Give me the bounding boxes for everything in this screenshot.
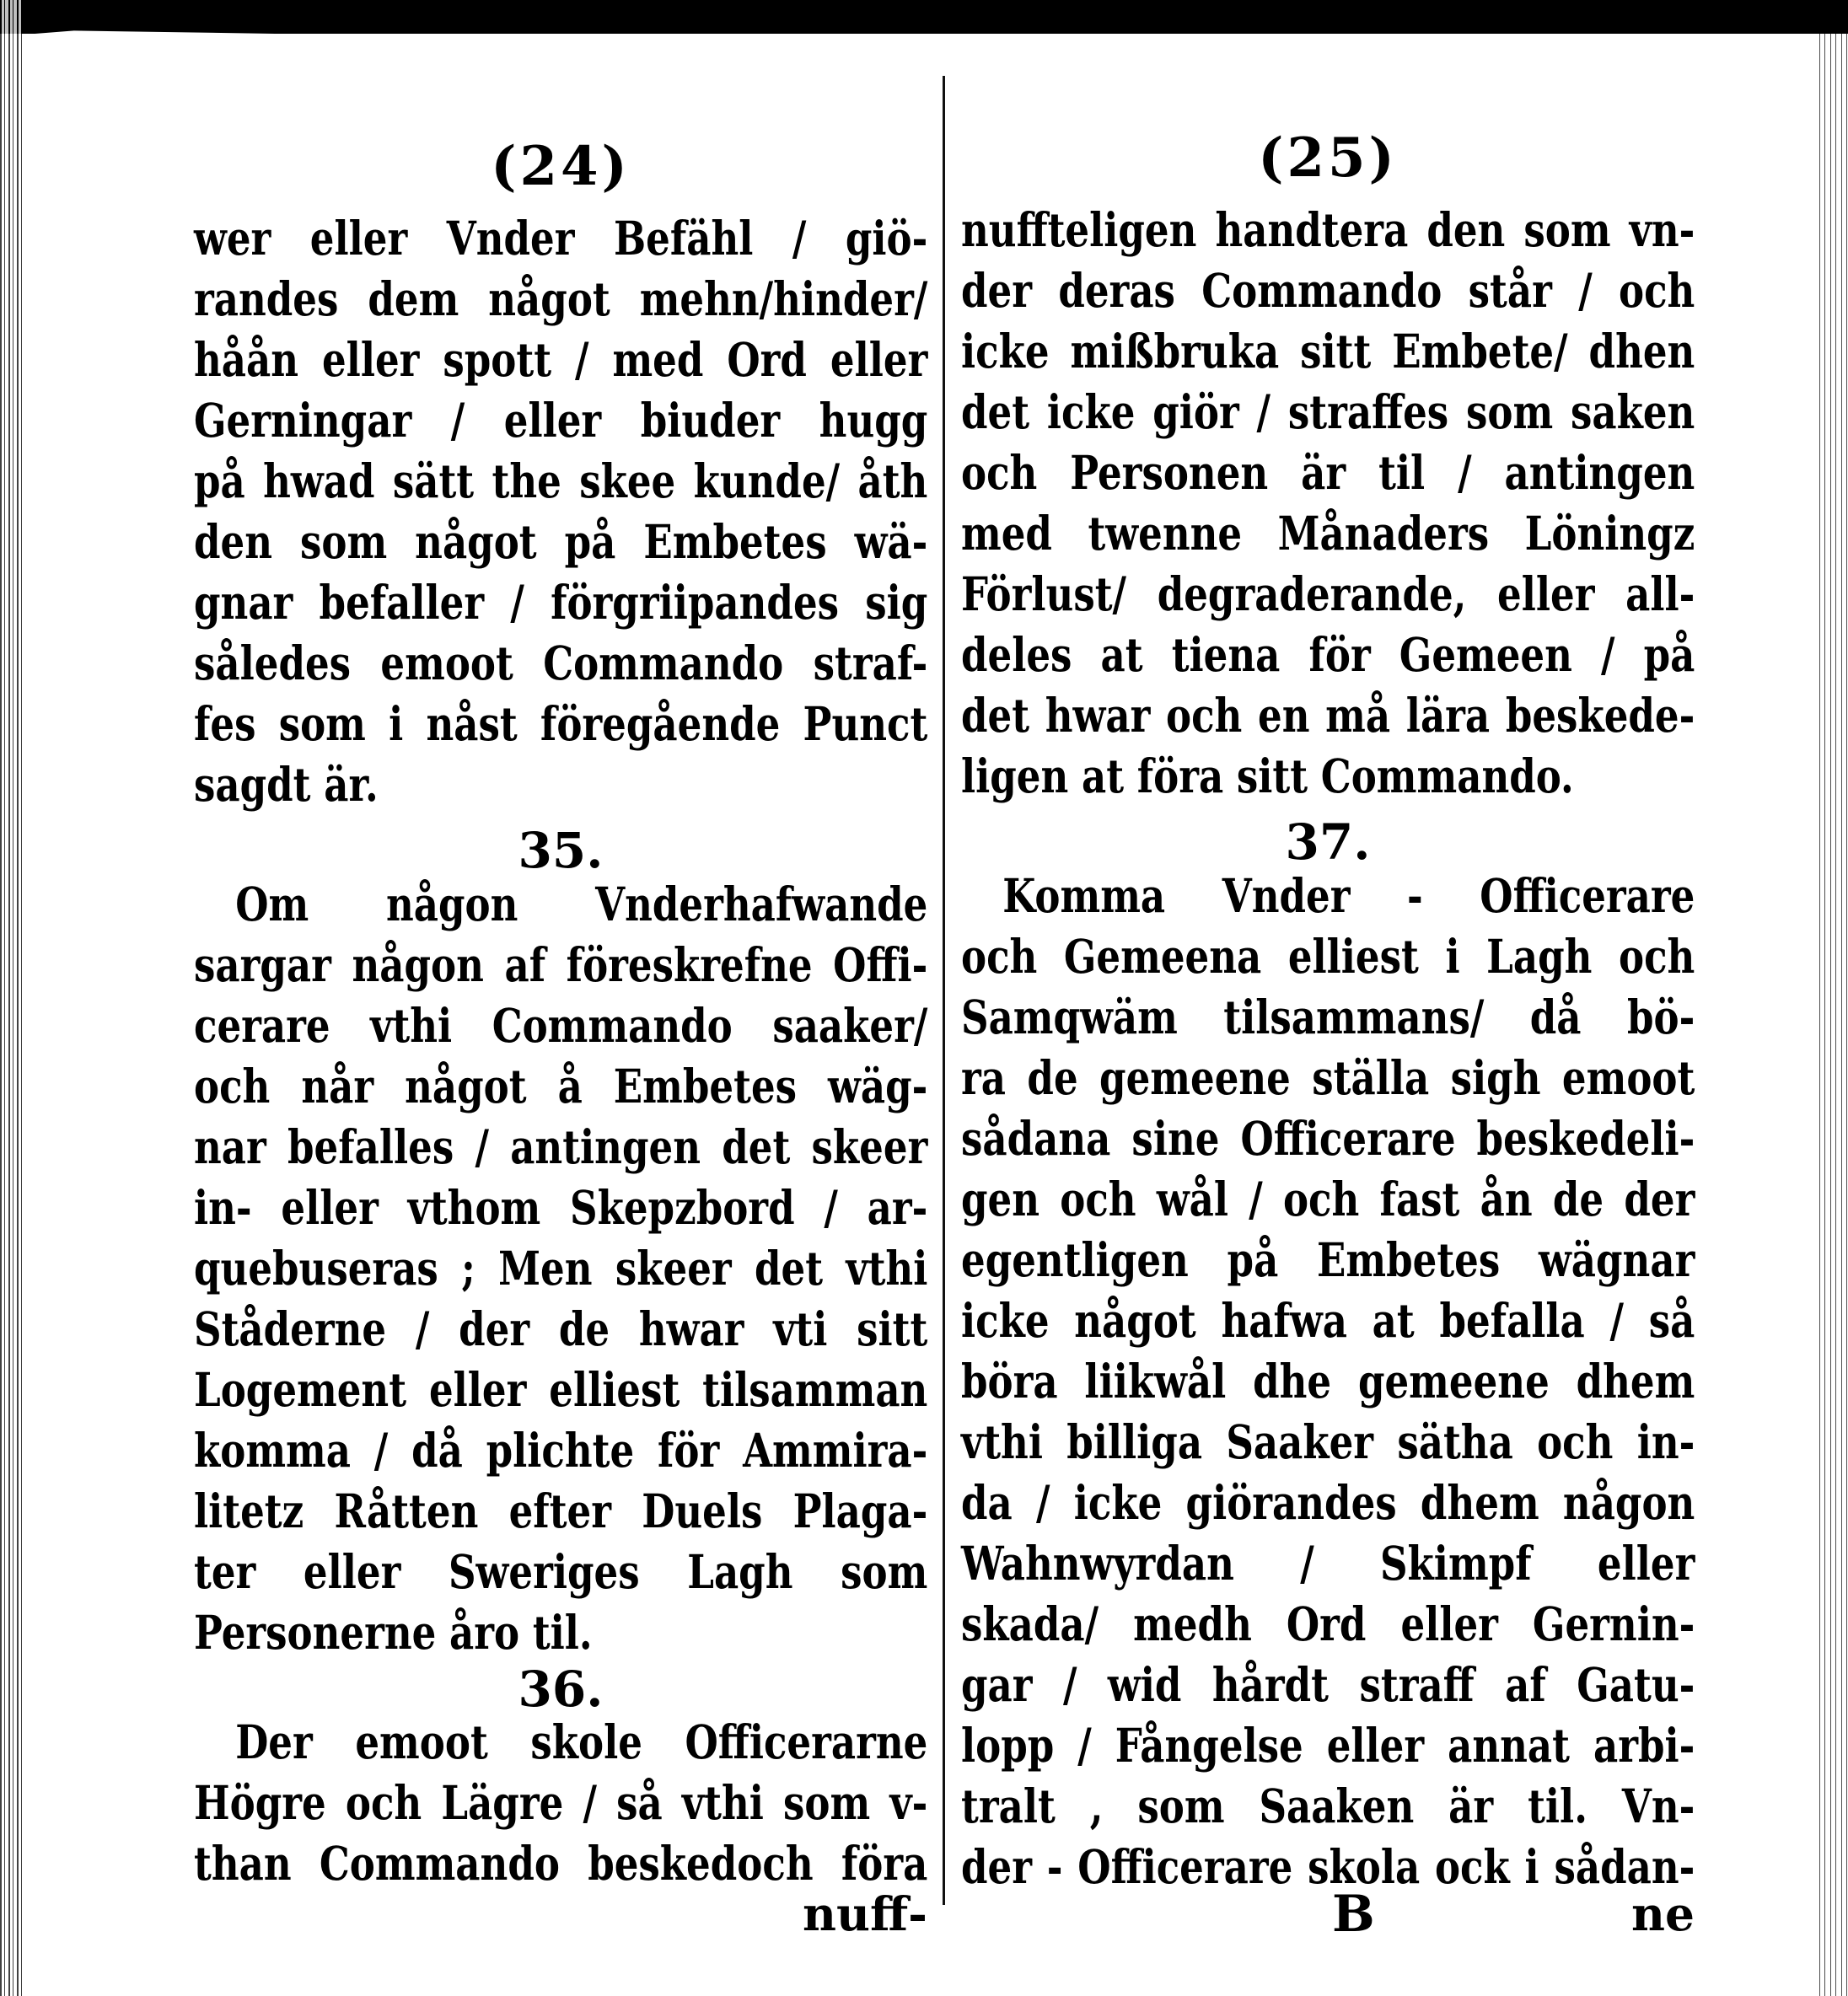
section-number: 37. [1285,813,1371,871]
text-line: Wahnwyrdan / Skimpf eller [961,1536,1695,1591]
text-line: det hwar och en må lära beskede- [961,688,1695,743]
text-line: sagdt är. [194,757,379,812]
text-line: böra liikwål dhe gemeene dhem [961,1354,1695,1408]
book-edge-right [1814,34,1848,1996]
text-line: quebuseras ; Men skeer det vthi [194,1241,928,1296]
catchword: ne [1631,1886,1695,1941]
text-line: Högre och Lägre / så vthi som v- [194,1775,928,1830]
text-line: Gerningar / eller biuder hugg [194,393,928,448]
book-edge-left [0,0,22,1996]
text-line: det icke giör / straffes som saken [961,384,1695,439]
section-number: 36. [518,1661,604,1718]
text-line: than Commando beskedoch föra [194,1836,928,1891]
text-line: och når något å Embetes wäg- [194,1059,928,1113]
text-line: Om någon Vnderhafwande [235,877,928,931]
text-line: nuffteligen handtera den som vn- [961,202,1695,257]
text-line: den som något på Embetes wä- [194,514,928,569]
text-line: Förlust/ degraderande, eller all- [961,566,1695,621]
text-line: skada/ medh Ord eller Gernin- [961,1596,1695,1651]
text-line: gnar befaller / förgriipandes sig [194,575,928,630]
text-line: icke något hafwa at befalla / så [961,1293,1695,1348]
text-line: Ståderne / der de hwar vti sitt [194,1301,928,1356]
text-line: och Personen är til / antingen [961,445,1695,500]
catchword: nuff- [803,1886,927,1941]
text-line: cerare vthi Commando saaker/ [194,998,928,1053]
left-page [194,0,927,1996]
text-line: och Gemeena elliest i Lagh och [961,929,1695,984]
text-line: wer eller Vnder Befähl / giö- [194,211,928,266]
text-line: ter eller Sweriges Lagh som [194,1544,928,1599]
text-line: håån eller spott / med Ord eller [194,332,928,387]
text-line: Komma Vnder - Officerare [1002,868,1695,923]
text-line: komma / då plichte för Ammira- [194,1423,928,1478]
text-line: da / icke giörandes dhem någon [961,1475,1695,1530]
text-line: med twenne Månaders Löningz [961,506,1695,561]
text-line: gen och wål / och fast ån de der [961,1172,1695,1226]
text-line: Logement eller elliest tilsamman [194,1362,928,1417]
text-line: gar / wid hårdt straff af Gatu- [961,1657,1695,1712]
text-line: der deras Commando står / och [961,263,1695,318]
text-line: på hwad sätt the skee kunde/ åth [194,453,928,508]
text-line: vthi billiga Saaker sätha och in- [961,1414,1695,1469]
text-line: egentligen på Embetes wägnar [961,1232,1695,1287]
text-line: Der emoot skole Officerarne [235,1714,928,1769]
right-page [961,0,1695,1996]
text-line: Samqwäm tilsammans/ då bö- [961,990,1695,1044]
text-line: deles at tiena för Gemeen / på [961,627,1695,682]
text-line: icke mißbruka sitt Embete/ dhen [961,324,1695,378]
text-line: randes dem något mehn/hinder/ [194,271,928,326]
signature-mark: B [1332,1885,1375,1944]
text-line: ligen at föra sitt Commando. [961,748,1574,803]
text-line: litetz Råtten efter Duels Plaga- [194,1484,928,1538]
text-line: lopp / Fångelse eller annat arbi- [961,1718,1695,1773]
page-number: (24) [491,135,631,198]
text-line: in- eller vthom Skepzbord / ar- [194,1180,928,1235]
text-line: således emoot Commando straf- [194,636,928,690]
text-line: sargar någon af föreskrefne Offi- [194,937,928,992]
text-line: Personerne åro til. [194,1605,593,1660]
page-number: (25) [1258,126,1398,190]
text-line: sådana sine Officerare beskedeli- [961,1111,1695,1166]
text-line: tralt , som Saaken är til. Vn- [961,1779,1695,1833]
text-line: fes som i nåst föregående Punct [194,696,928,751]
book-gutter [943,76,945,1905]
text-line: ra de gemeene ställa sigh emoot [961,1050,1695,1105]
section-number: 35. [518,822,604,879]
text-line: der - Officerare skola ock i sådan- [961,1839,1695,1894]
text-line: nar befalles / antingen det skeer [194,1119,928,1174]
